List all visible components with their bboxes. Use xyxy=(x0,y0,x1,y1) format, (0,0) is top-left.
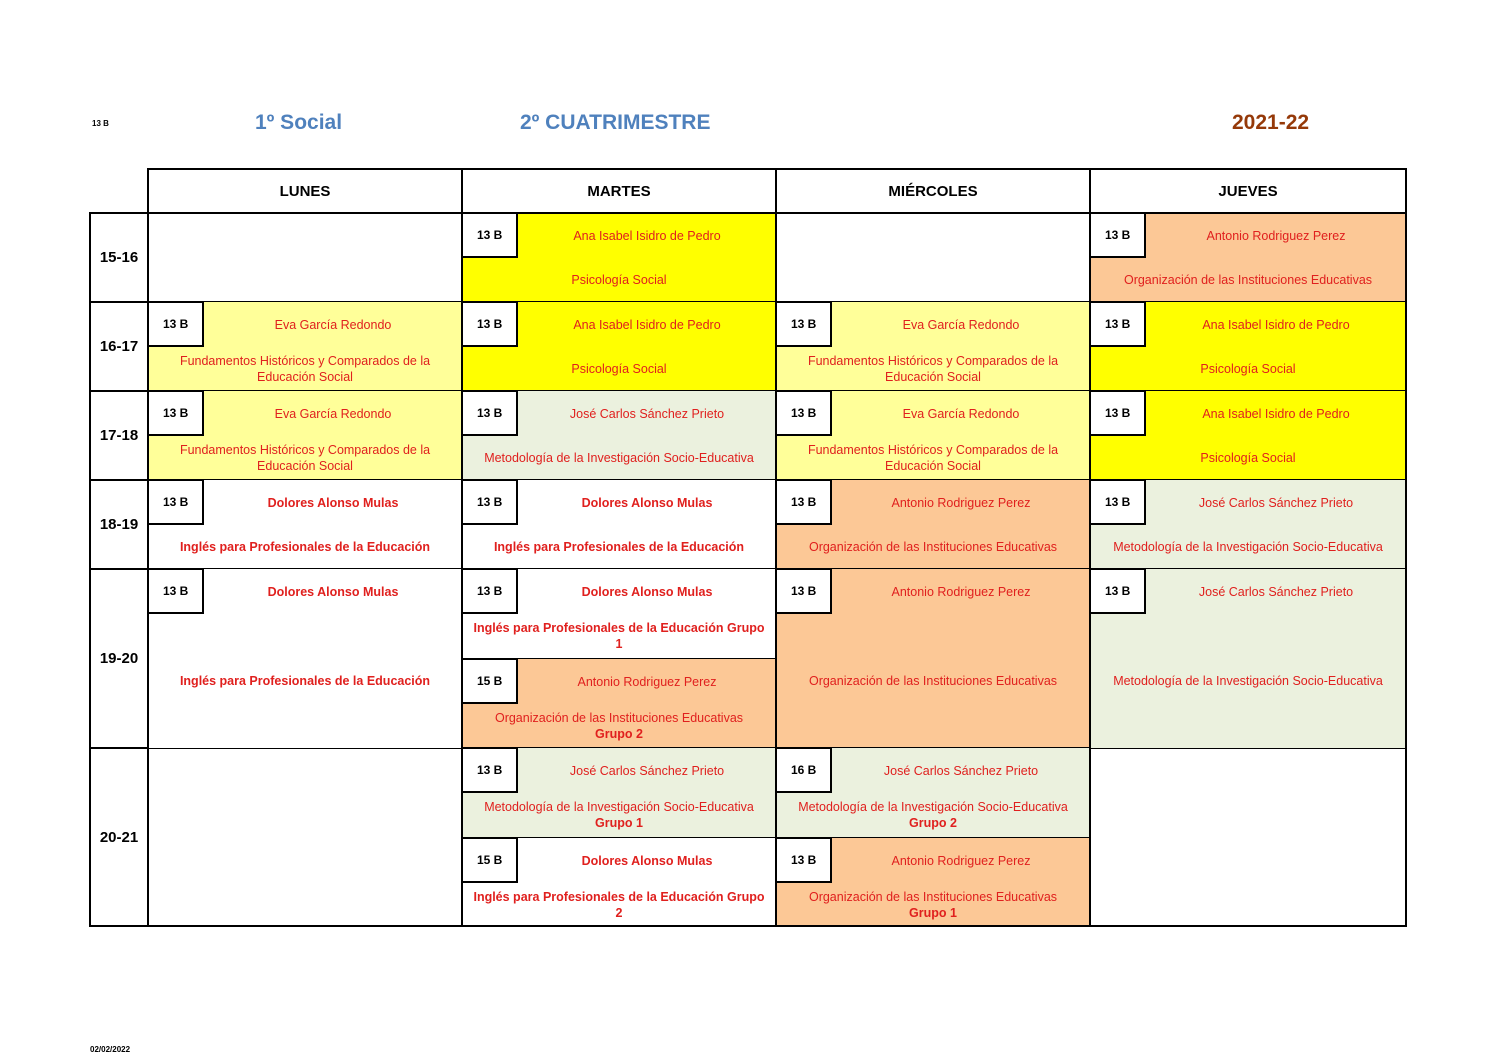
teacher-name: José Carlos Sánchez Prieto xyxy=(883,763,1039,778)
class-slot xyxy=(461,301,777,392)
subject-name: Fundamentos Históricos y Comparados de la Educación Social xyxy=(179,443,431,473)
subject-name: Organización de las Instituciones Educativas xyxy=(494,711,744,725)
subject-name: Fundamentos Históricos y Comparados de la Educación Social xyxy=(807,443,1059,473)
teacher-name: Eva García Redondo xyxy=(902,317,1020,332)
time-label-15-16: 15-16 xyxy=(89,212,149,303)
subject-name: Inglés para Profesionales de la Educación Grupo 2 xyxy=(473,889,765,920)
teacher-name: Dolores Alonso Mulas xyxy=(267,584,399,599)
room-code: 13 B xyxy=(92,119,109,128)
class-slot xyxy=(461,212,777,303)
room-badge: 13 B xyxy=(462,213,518,258)
room-badge: 13 B xyxy=(1090,302,1146,347)
class-slot xyxy=(461,747,777,838)
teacher-name: José Carlos Sánchez Prieto xyxy=(569,406,725,421)
subject-name: Fundamentos Históricos y Comparados de la Educación Social xyxy=(807,354,1059,384)
teacher-name: José Carlos Sánchez Prieto xyxy=(1198,584,1354,599)
group-label: Grupo 1 xyxy=(909,905,957,920)
room-badge: 13 B xyxy=(148,391,204,436)
room-badge: 16 B xyxy=(776,748,832,793)
subject-name: Metodología de la Investigación Socio-Educativa xyxy=(484,451,754,465)
room-badge: 13 B xyxy=(462,748,518,793)
day-header-martes: MARTES xyxy=(461,168,777,214)
empty-slot xyxy=(775,212,1091,303)
class-slot xyxy=(1089,301,1407,392)
day-header-lunes: LUNES xyxy=(147,168,463,214)
room-badge: 13 B xyxy=(462,302,518,347)
teacher-name: Eva García Redondo xyxy=(902,406,1020,421)
day-header-jueves: JUEVES xyxy=(1089,168,1407,214)
teacher-name: José Carlos Sánchez Prieto xyxy=(1198,495,1354,510)
room-badge: 13 B xyxy=(148,302,204,347)
day-header-miercoles: MIÉRCOLES xyxy=(775,168,1091,214)
teacher-name: José Carlos Sánchez Prieto xyxy=(569,763,725,778)
room-badge: 13 B xyxy=(776,569,832,614)
teacher-name: Dolores Alonso Mulas xyxy=(581,495,713,510)
room-badge: 13 B xyxy=(776,302,832,347)
room-badge: 13 B xyxy=(776,391,832,436)
subject-name: Psicología Social xyxy=(571,273,667,287)
time-label-16-17: 16-17 xyxy=(89,301,149,392)
teacher-name: Dolores Alonso Mulas xyxy=(581,853,713,868)
course-title: 1º Social xyxy=(255,111,343,134)
group-label: Grupo 2 xyxy=(595,727,643,741)
class-slot xyxy=(775,479,1091,570)
empty-slot xyxy=(1089,747,1407,927)
subject-name: Inglés para Profesionales de la Educación xyxy=(179,540,431,554)
room-badge: 13 B xyxy=(1090,391,1146,436)
teacher-name: Antonio Rodriguez Perez xyxy=(891,584,1031,599)
empty-slot xyxy=(147,747,463,927)
class-slot xyxy=(461,837,777,927)
class-slot xyxy=(775,837,1091,927)
time-label-18-19: 18-19 xyxy=(89,479,149,570)
class-slot xyxy=(461,479,777,570)
room-badge: 13 B xyxy=(1090,480,1146,525)
teacher-name: Ana Isabel Isidro de Pedro xyxy=(1202,317,1350,332)
group-label: Grupo 1 xyxy=(595,816,643,830)
teacher-name: Ana Isabel Isidro de Pedro xyxy=(1202,406,1350,421)
room-badge: 13 B xyxy=(1090,213,1146,258)
class-slot xyxy=(147,301,463,392)
teacher-name: Eva García Redondo xyxy=(274,317,392,332)
subject-name: Psicología Social xyxy=(571,362,667,376)
semester-title: 2º CUATRIMESTRE xyxy=(520,111,711,134)
room-badge: 13 B xyxy=(148,480,204,525)
subject-name: Inglés para Profesionales de la Educación xyxy=(493,540,745,554)
room-badge: 13 B xyxy=(462,569,518,614)
room-badge: 15 B xyxy=(462,838,518,883)
teacher-name: Antonio Rodriguez Perez xyxy=(1206,228,1346,243)
class-slot xyxy=(461,568,777,659)
class-slot xyxy=(1089,479,1407,570)
subject-name: Organización de las Instituciones Educativas xyxy=(808,540,1058,554)
class-slot xyxy=(775,390,1091,481)
time-label-19-20: 19-20 xyxy=(89,568,149,749)
subject-name: Organización de las Instituciones Educativas xyxy=(808,674,1058,688)
room-badge: 13 B xyxy=(462,391,518,436)
subject-name: Inglés para Profesionales de la Educación xyxy=(179,674,431,688)
class-slot xyxy=(147,479,463,570)
room-badge: 13 B xyxy=(462,480,518,525)
room-badge: 13 B xyxy=(1090,569,1146,614)
subject-name: Organización de las Instituciones Educativas xyxy=(808,889,1058,904)
class-slot xyxy=(775,301,1091,392)
class-slot xyxy=(1089,568,1407,749)
group-label: Grupo 2 xyxy=(909,816,957,830)
class-slot xyxy=(461,658,777,749)
teacher-name: Dolores Alonso Mulas xyxy=(267,495,399,510)
subject-name: Psicología Social xyxy=(1200,451,1296,465)
time-label-20-21: 20-21 xyxy=(89,747,149,927)
teacher-name: Ana Isabel Isidro de Pedro xyxy=(573,228,721,243)
class-slot xyxy=(775,568,1091,749)
class-slot xyxy=(775,747,1091,838)
class-slot xyxy=(147,390,463,481)
subject-name: Metodología de la Investigación Socio-Educativa xyxy=(798,800,1068,814)
room-badge: 13 B xyxy=(776,480,832,525)
subject-name: Organización de las Instituciones Educativas xyxy=(1123,273,1373,287)
class-slot xyxy=(147,568,463,749)
year-title: 2021-22 xyxy=(1232,111,1310,134)
teacher-name: Ana Isabel Isidro de Pedro xyxy=(573,317,721,332)
teacher-name: Eva García Redondo xyxy=(274,406,392,421)
subject-name: Psicología Social xyxy=(1200,362,1296,376)
teacher-name: Dolores Alonso Mulas xyxy=(581,584,713,599)
teacher-name: Antonio Rodriguez Perez xyxy=(577,674,717,689)
footer-date: 02/02/2022 xyxy=(90,1045,131,1054)
room-badge: 15 B xyxy=(462,659,518,704)
room-badge: 13 B xyxy=(148,569,204,614)
subject-name: Fundamentos Históricos y Comparados de la Educación Social xyxy=(179,354,431,384)
class-slot xyxy=(461,390,777,481)
room-badge: 13 B xyxy=(776,838,832,883)
time-label-17-18: 17-18 xyxy=(89,390,149,481)
empty-slot xyxy=(147,212,463,303)
subject-name: Metodología de la Investigación Socio-Educativa xyxy=(484,800,754,814)
subject-name: Metodología de la Investigación Socio-Educativa xyxy=(1113,540,1383,554)
class-slot xyxy=(1089,212,1407,303)
teacher-name: Antonio Rodriguez Perez xyxy=(891,853,1031,868)
class-slot xyxy=(1089,390,1407,481)
teacher-name: Antonio Rodriguez Perez xyxy=(891,495,1031,510)
subject-name: Inglés para Profesionales de la Educación Grupo 1 xyxy=(473,621,765,651)
subject-name: Metodología de la Investigación Socio-Educativa xyxy=(1113,674,1383,688)
